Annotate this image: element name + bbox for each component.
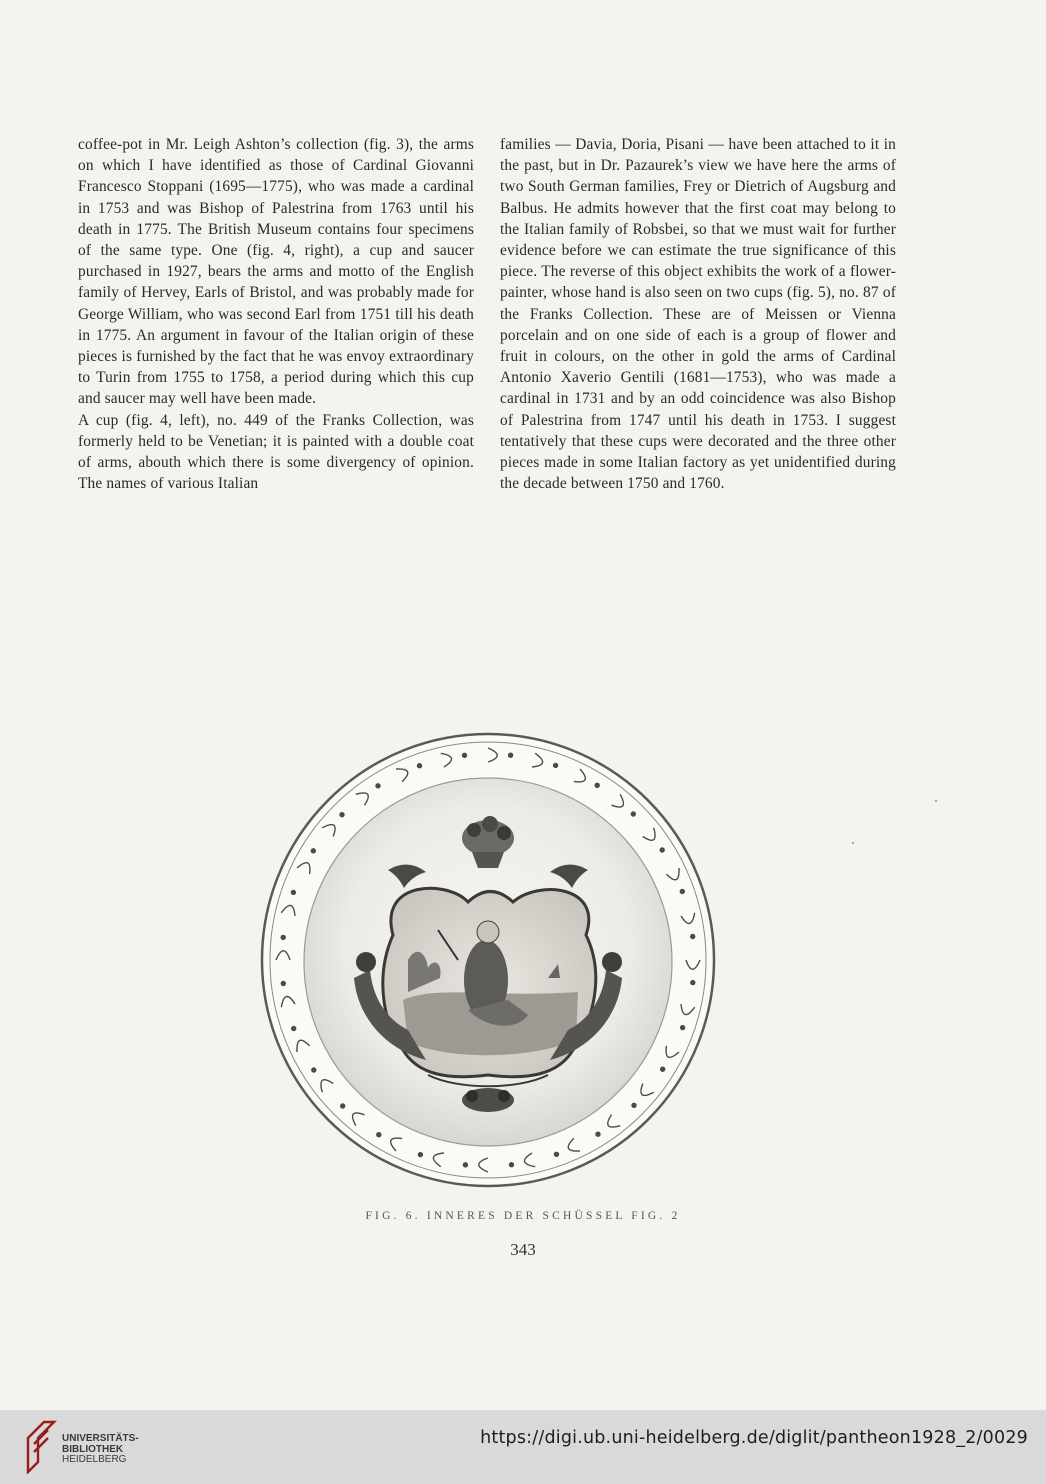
porcelain-bowl-figure bbox=[258, 730, 718, 1190]
rim-dot bbox=[661, 1067, 665, 1071]
left-column bbox=[78, 134, 474, 494]
rim-dot bbox=[596, 1132, 600, 1136]
right-paragraph-1: families — Davia, Doria, Pisani — have been attached to it in the past, but in Dr. Pazaurek’s view we have here the arms of two South German families, Frey or Dietrich of Augsburg and Balbus. He admits however that the first coat may belong to the Italian family of Robsbei, so that we must wait for further evidence before we can estimate the true significance of this piece. The reverse of this object exhibits the work of a flower-painter, whose hand is also seen on two cups (fig. 5), no. 87 of the Franks Collection. These are of Meissen or Vienna porcelain and on one side of each is a group of flower and fruit in colours, on the other in gold the arms of Cardinal Antonio Xaverio Gentili (1681—1753), who was made a cardinal in 1731 and by an odd coincidence was also Bishop of Palestrina from 1747 until his death in 1753. I suggest tentatively that these cups were decorated and the three other pieces made in some Italian factory as yet unidentified during the decade between 1750 and 1760. bbox=[500, 136, 896, 493]
page-number: 343 bbox=[510, 1240, 536, 1259]
rim-dot bbox=[311, 849, 315, 853]
library-logo-icon bbox=[22, 1418, 58, 1474]
rim-dot bbox=[510, 1163, 514, 1167]
rim-dot bbox=[595, 783, 599, 787]
rim-dot bbox=[632, 1103, 636, 1107]
rim-dot bbox=[691, 981, 695, 985]
right-column bbox=[500, 134, 896, 494]
rim-dot bbox=[340, 813, 344, 817]
left-paragraph-2: A cup (fig. 4, left), no. 449 of the Franks Collection, was formerly held to be Venetian; it is painted with a double coat of arms, abouth which there is some divergency of opinion. The names of various Italian bbox=[78, 411, 474, 493]
figure-caption: FIG. 6. INNERES DER SCHÜSSEL FIG. 2 bbox=[365, 1210, 681, 1222]
rim-dot bbox=[281, 982, 285, 986]
library-name-line-1: UNIVERSITÄTS- bbox=[62, 1433, 139, 1444]
rim-dot bbox=[509, 753, 513, 757]
rim-dot bbox=[554, 763, 558, 767]
rim-dot bbox=[631, 812, 635, 816]
rim-dot bbox=[292, 1027, 296, 1031]
left-paragraph-1: coffee-pot in Mr. Leigh Ashton’s collection (fig. 3), the arms on which I have identified as those of Cardinal Giovanni Francesco Stoppani (1695—1775), who was made a cardinal in 1753 and was Bishop of Palestrina from 1763 until his death in 1775. The British Museum contains four specimens of the same type. One (fig. 4, right), a cup and saucer purchased in 1927, bears the arms and motto of the English family of Hervey, Earls of Bristol, and was probably made for George William, who was second Earl from 1751 till his death in 1775. An argument in favour of the Italian origin of these pieces is furnished by the fact that he was envoy extraordinary to Turin from 1755 to 1758, a period during which this cup and saucer may well have been made. bbox=[78, 136, 474, 408]
library-footer bbox=[0, 1410, 1046, 1484]
source-url-link[interactable]: https://digi.ub.uni-heidelberg.de/diglit/pantheon1928_2/0029 bbox=[480, 1428, 1028, 1448]
library-name-line-3: HEIDELBERG bbox=[62, 1454, 127, 1465]
library-name-line-2: BIBLIOTHEK bbox=[62, 1443, 124, 1455]
rim-dot bbox=[418, 1153, 422, 1157]
rim-dot bbox=[555, 1152, 559, 1156]
library-name bbox=[62, 1434, 139, 1466]
rim-dot bbox=[418, 764, 422, 768]
rim-dot bbox=[377, 1133, 381, 1137]
rim-dot bbox=[291, 890, 295, 894]
rim-dot bbox=[463, 1163, 467, 1167]
rim-dot bbox=[376, 784, 380, 788]
text-columns bbox=[78, 134, 896, 494]
rim-dot bbox=[660, 848, 664, 852]
rim-dot bbox=[680, 890, 684, 894]
rim-dot bbox=[691, 935, 695, 939]
rim-dot bbox=[681, 1026, 685, 1030]
rim-dot bbox=[312, 1068, 316, 1072]
rim-dot bbox=[463, 753, 467, 757]
rim-dot bbox=[341, 1104, 345, 1108]
rim-dot bbox=[281, 935, 285, 939]
